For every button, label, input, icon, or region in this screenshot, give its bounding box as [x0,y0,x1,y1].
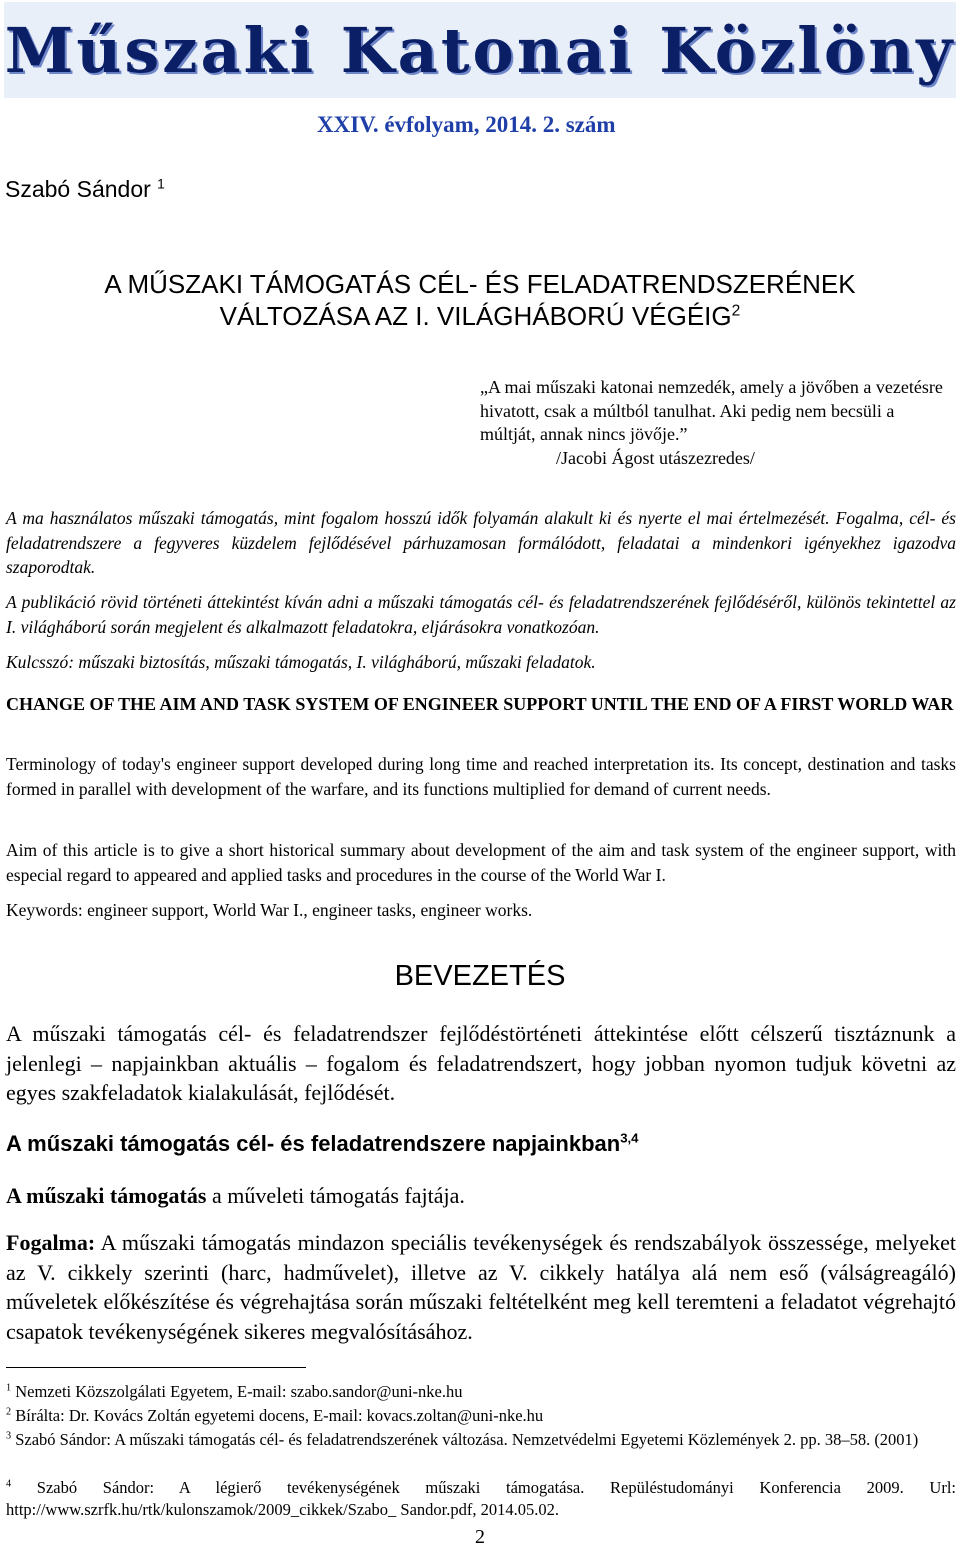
definition-text: a műveleti támogatás fajtája. [206,1183,465,1208]
abstract-hu-paragraph-2: A publikáció rövid történeti áttekintést kíván adni a műszaki támogatás cél- és feladatrendszerének fejlődéséről, különös tekintettel az I. világháború során megjelent és alkalmazott feladatokra, eljárásokra vonatkozóan. [6,592,956,637]
section-heading-intro: BEVEZETÉS [394,960,566,992]
abstract-en-paragraph-2: Aim of this article is to give a short historical summary about development of the aim and task system of the engineer support, with especial regard to appeared and applied tasks and procedures in the course of the World War I. [6,840,956,885]
concept-term: Fogalma: [6,1230,96,1255]
subsection-heading-text: A műszaki támogatás cél- és feladatrendszere napjainkban [6,1131,621,1156]
abstract-en-title: CHANGE OF THE AIM AND TASK SYSTEM OF ENGINEER SUPPORT UNTIL THE END OF A FIRST WORLD WAR [6,694,954,714]
definition-paragraph [6,1181,956,1211]
footnote-text: Szabó Sándor: A műszaki támogatás cél- és feladatrendszerének változása. Nemzetvédelmi Egyetemi Közlemények 2. pp. 38–58. (2001) [15,1430,919,1449]
abstract-hu-paragraph-1: A ma használatos műszaki támogatás, mint fogalom hosszú idők folyamán alakult ki és nyerte el mai értelmezését. Fogalma, cél- és feladatrendszere a fegyveres küzdelem fejlődésével párhuzamosan formálódott, feladatai a mindenkori igényekhez igazodva szaporodtak. [6,508,956,577]
footnote-4 [6,1477,956,1521]
footnote-1 [6,1381,956,1403]
footnote-2 [6,1405,956,1427]
motto-quote [480,376,950,470]
definition-term: A műszaki támogatás [6,1183,207,1208]
abstract-en-keywords: Keywords: engineer support, World War I., engineer tasks, engineer works. [6,900,533,920]
footnote-text: Bírálta: Dr. Kovács Zoltán egyetemi docens, E-mail: kovacs.zoltan@uni-nke.hu [15,1406,544,1425]
journal-masthead [4,2,956,98]
article-title-line-2-text: VÁLTOZÁSA AZ I. VILÁGHÁBORÚ VÉGÉIG [219,301,732,331]
motto-attribution: /Jacobi Ágost utászezredes/ [556,447,755,468]
footnote-number: 4 [6,1478,12,1490]
motto-text: „A mai műszaki katonai nemzedék, amely a jövőben a vezetésre hivatott, csak a múltból tanulhat. Aki pedig nem becsüli a múltját, annak nincs jövője.” [480,377,943,444]
author-name: Szabó Sándor [5,176,151,202]
concept-text: A műszaki támogatás mindazon speciális tevékenységek és rendszabályok összessége, melyeket az V. cikkely szerinti (harc, hadművelet), illetve az V. cikkely hatálya alá nem eső (válságreagáló) műveletek előkészítése és végrehajtása során műszaki feltételként meg kell teremteni a feladatot végrehajtó csapatok tevékenységének sikeres megvalósításához. [6,1230,956,1344]
concept-paragraph [6,1228,956,1346]
title-footnote-ref[interactable]: 2 [731,302,741,320]
intro-paragraph: A műszaki támogatás cél- és feladatrendszer fejlődéstörténeti áttekintése előtt célszerű tisztáznunk a jelenlegi – napjainkban aktuális – fogalom és feladatrendszert, hogy jobban nyomon tudjuk követni az egyes szakfeladatok kialakulását, fejlődését. [6,1021,956,1105]
issue-line: XXIV. évfolyam, 2014. 2. szám [317,112,616,137]
page-number: 2 [475,1526,485,1548]
footnote-3 [6,1429,956,1451]
footnote-number: 3 [6,1430,12,1442]
subsection-heading [6,1131,639,1157]
footnote-text: Szabó Sándor: A légierő tevékenységének műszaki támogatása. Repüléstudományi Konferencia 2009. Url: http://www.szrfk.hu/rtk/kulonszamok/2009_cikkek/Szabo_ Sandor.pdf, 2014.05.02. [6,1478,956,1519]
article-title [0,268,960,332]
author-line [5,176,165,203]
author-footnote-ref[interactable]: 1 [157,176,165,192]
footnote-text: Nemzeti Közszolgálati Egyetem, E-mail: szabo.sandor@uni-nke.hu [15,1382,463,1401]
footnote-number: 2 [6,1406,12,1418]
article-title-line-1: A MŰSZAKI TÁMOGATÁS CÉL- ÉS FELADATRENDSZERÉNEK [104,269,856,299]
article-title-line-2 [0,300,960,332]
abstract-hu-keywords: Kulcsszó: műszaki biztosítás, műszaki támogatás, I. világháború, műszaki feladatok. [6,652,596,672]
subsection-footnote-ref[interactable]: 3,4 [620,1130,639,1146]
journal-logo-title: Műszaki Katonai Közlöny [4,13,956,87]
abstract-en-paragraph-1: Terminology of today's engineer support developed during long time and reached interpretation its. Its concept, destination and tasks formed in parallel with development of the warfare, and its functions multiplied for demand of current needs. [6,754,956,799]
footnote-number: 1 [6,1382,12,1394]
footnote-separator [6,1367,306,1368]
